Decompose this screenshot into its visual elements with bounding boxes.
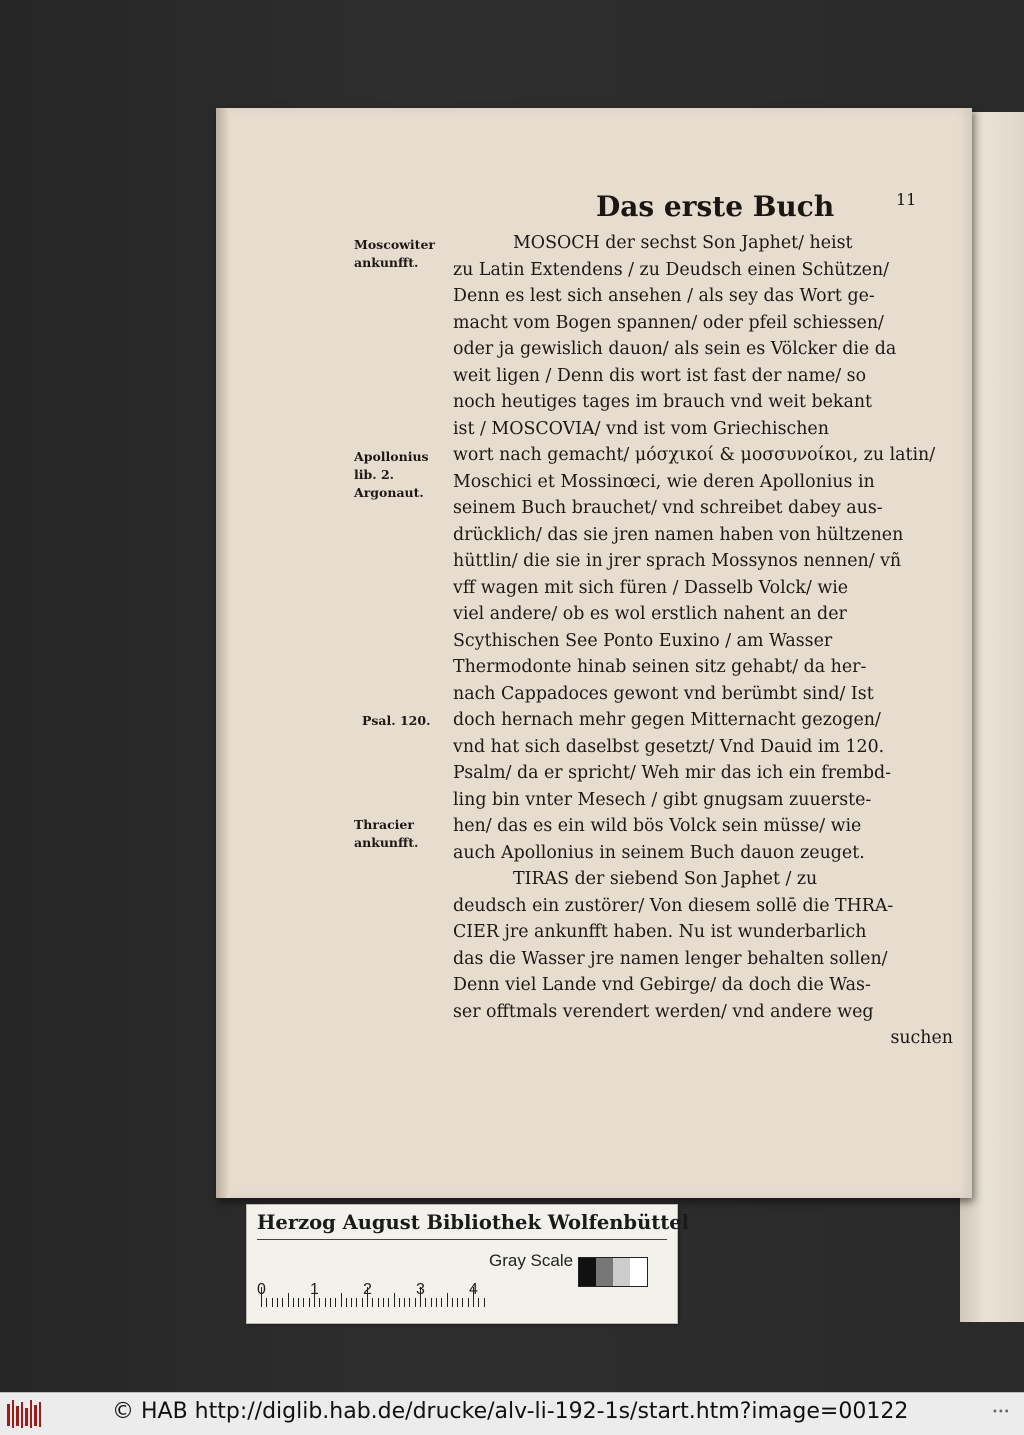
grayscale-swatch bbox=[613, 1258, 630, 1286]
copyright-url[interactable]: © HAB http://diglib.hab.de/drucke/alv-li-192-1s/start.htm?image=00122 bbox=[112, 1399, 909, 1424]
ruler-number: 3 bbox=[416, 1281, 425, 1298]
ruler-numbers bbox=[253, 1281, 493, 1303]
hab-barcode-logo-icon bbox=[6, 1398, 44, 1430]
text-line: CIER jre ankunfft haben. Nu ist wunderbarlich bbox=[453, 922, 867, 942]
text-line: Denn es lest sich ansehen / als sey das Wort ge- bbox=[453, 286, 875, 306]
text-line: wort nach gemacht/ μόσχικοί & μοσσυνοίκοι, zu latin/ bbox=[453, 445, 936, 465]
grayscale-label: Gray Scale bbox=[489, 1251, 574, 1270]
text-line: Psalm/ da er spricht/ Weh mir das ich ein frembd- bbox=[453, 763, 891, 783]
text-line: viel andere/ ob es wol erstlich nahent an der bbox=[453, 604, 847, 624]
text-line: MOSOCH der sechst Son Japhet/ heist bbox=[513, 233, 853, 253]
text-line: hen/ das es ein wild bös Volck sein müsse/ wie bbox=[453, 816, 862, 836]
text-line: Scythischen See Ponto Euxino / am Wasser bbox=[453, 630, 833, 651]
text-line: nach Cappadoces gewont vnd berümbt sind/ Ist bbox=[453, 683, 874, 704]
text-line: vff wagen mit sich füren / Dasselb Volck/ wie bbox=[453, 577, 849, 598]
text-line: drücklich/ das sie jren namen haben von hültzenen bbox=[453, 524, 904, 545]
text-line: Denn viel Lande vnd Gebirge/ da doch die Was- bbox=[453, 975, 871, 995]
text-line: deudsch ein zustörer/ Von diesem sollē die THRA- bbox=[453, 895, 894, 916]
color-target-card bbox=[246, 1204, 690, 1324]
text-line: weit ligen / Denn dis wort ist fast der name/ so bbox=[453, 365, 867, 386]
margin-note: Thracier ankunfft. bbox=[354, 817, 419, 850]
text-line: Thermodonte hinab seinen sitz gehabt/ da her- bbox=[453, 657, 867, 677]
page-edge-shadow bbox=[216, 108, 230, 1198]
ruler-number: 0 bbox=[257, 1281, 266, 1298]
page-header bbox=[216, 190, 972, 230]
folio-number: 11 bbox=[896, 190, 917, 209]
text-line: zu Latin Extendens / zu Deudsch einen Schützen/ bbox=[453, 259, 890, 280]
text-line: doch hernach mehr gegen Mitternacht gezogen/ bbox=[453, 710, 881, 730]
text-line: ling bin vnter Mesech / gibt gnugsam zuuerste- bbox=[453, 789, 872, 810]
divider bbox=[257, 1239, 667, 1240]
running-title: Das erste Buch bbox=[596, 190, 835, 223]
text-line: ser offtmals verendert werden/ vnd andere weg bbox=[453, 1001, 874, 1022]
more-dots-icon: ••• bbox=[992, 1407, 1010, 1418]
ruler-number: 2 bbox=[363, 1281, 372, 1298]
margin-note: Moscowiter ankunfft. bbox=[354, 237, 435, 270]
ruler-number: 4 bbox=[469, 1281, 478, 1298]
text-line: TIRAS der siebend Son Japhet / zu bbox=[513, 869, 818, 889]
ruler-number: 1 bbox=[310, 1281, 319, 1298]
text-line: macht vom Bogen spannen/ oder pfeil schiessen/ bbox=[453, 312, 884, 333]
text-line: das die Wasser jre namen lenger behalten sollen/ bbox=[453, 948, 888, 969]
margin-note: Psal. 120. bbox=[362, 713, 431, 728]
text-line: vnd hat sich daselbst gesetzt/ Vnd Dauid im 120. bbox=[453, 736, 885, 757]
institution-label: Herzog August Bibliothek Wolfenbüttel bbox=[257, 1211, 690, 1234]
text-line: noch heutiges tages im brauch vnd weit bekant bbox=[453, 392, 873, 412]
catchword: suchen bbox=[890, 1028, 953, 1048]
grayscale-swatches bbox=[578, 1257, 648, 1287]
text-line: Moschici et Mossinœci, wie deren Apollonius in bbox=[453, 471, 875, 492]
text-line: seinem Buch brauchet/ vnd schreibet dabey aus- bbox=[453, 498, 883, 518]
book-page bbox=[216, 108, 972, 1198]
grayscale-swatch bbox=[630, 1258, 647, 1286]
grayscale-swatch bbox=[596, 1258, 613, 1286]
footer-bar bbox=[0, 1392, 1024, 1435]
grayscale-swatch bbox=[579, 1258, 596, 1286]
text-line: oder ja gewislich dauon/ als sein es Völcker die da bbox=[453, 339, 897, 359]
margin-note: Apollonius lib. 2. Argonaut. bbox=[354, 449, 429, 500]
main-text bbox=[453, 230, 953, 1052]
text-line: hüttlin/ die sie in jrer sprach Mossynos nennen/ vñ bbox=[453, 551, 902, 571]
text-line: ist / MOSCOVIA/ vnd ist vom Griechischen bbox=[453, 418, 829, 439]
text-line: auch Apollonius in seinem Buch dauon zeuget. bbox=[453, 842, 865, 863]
